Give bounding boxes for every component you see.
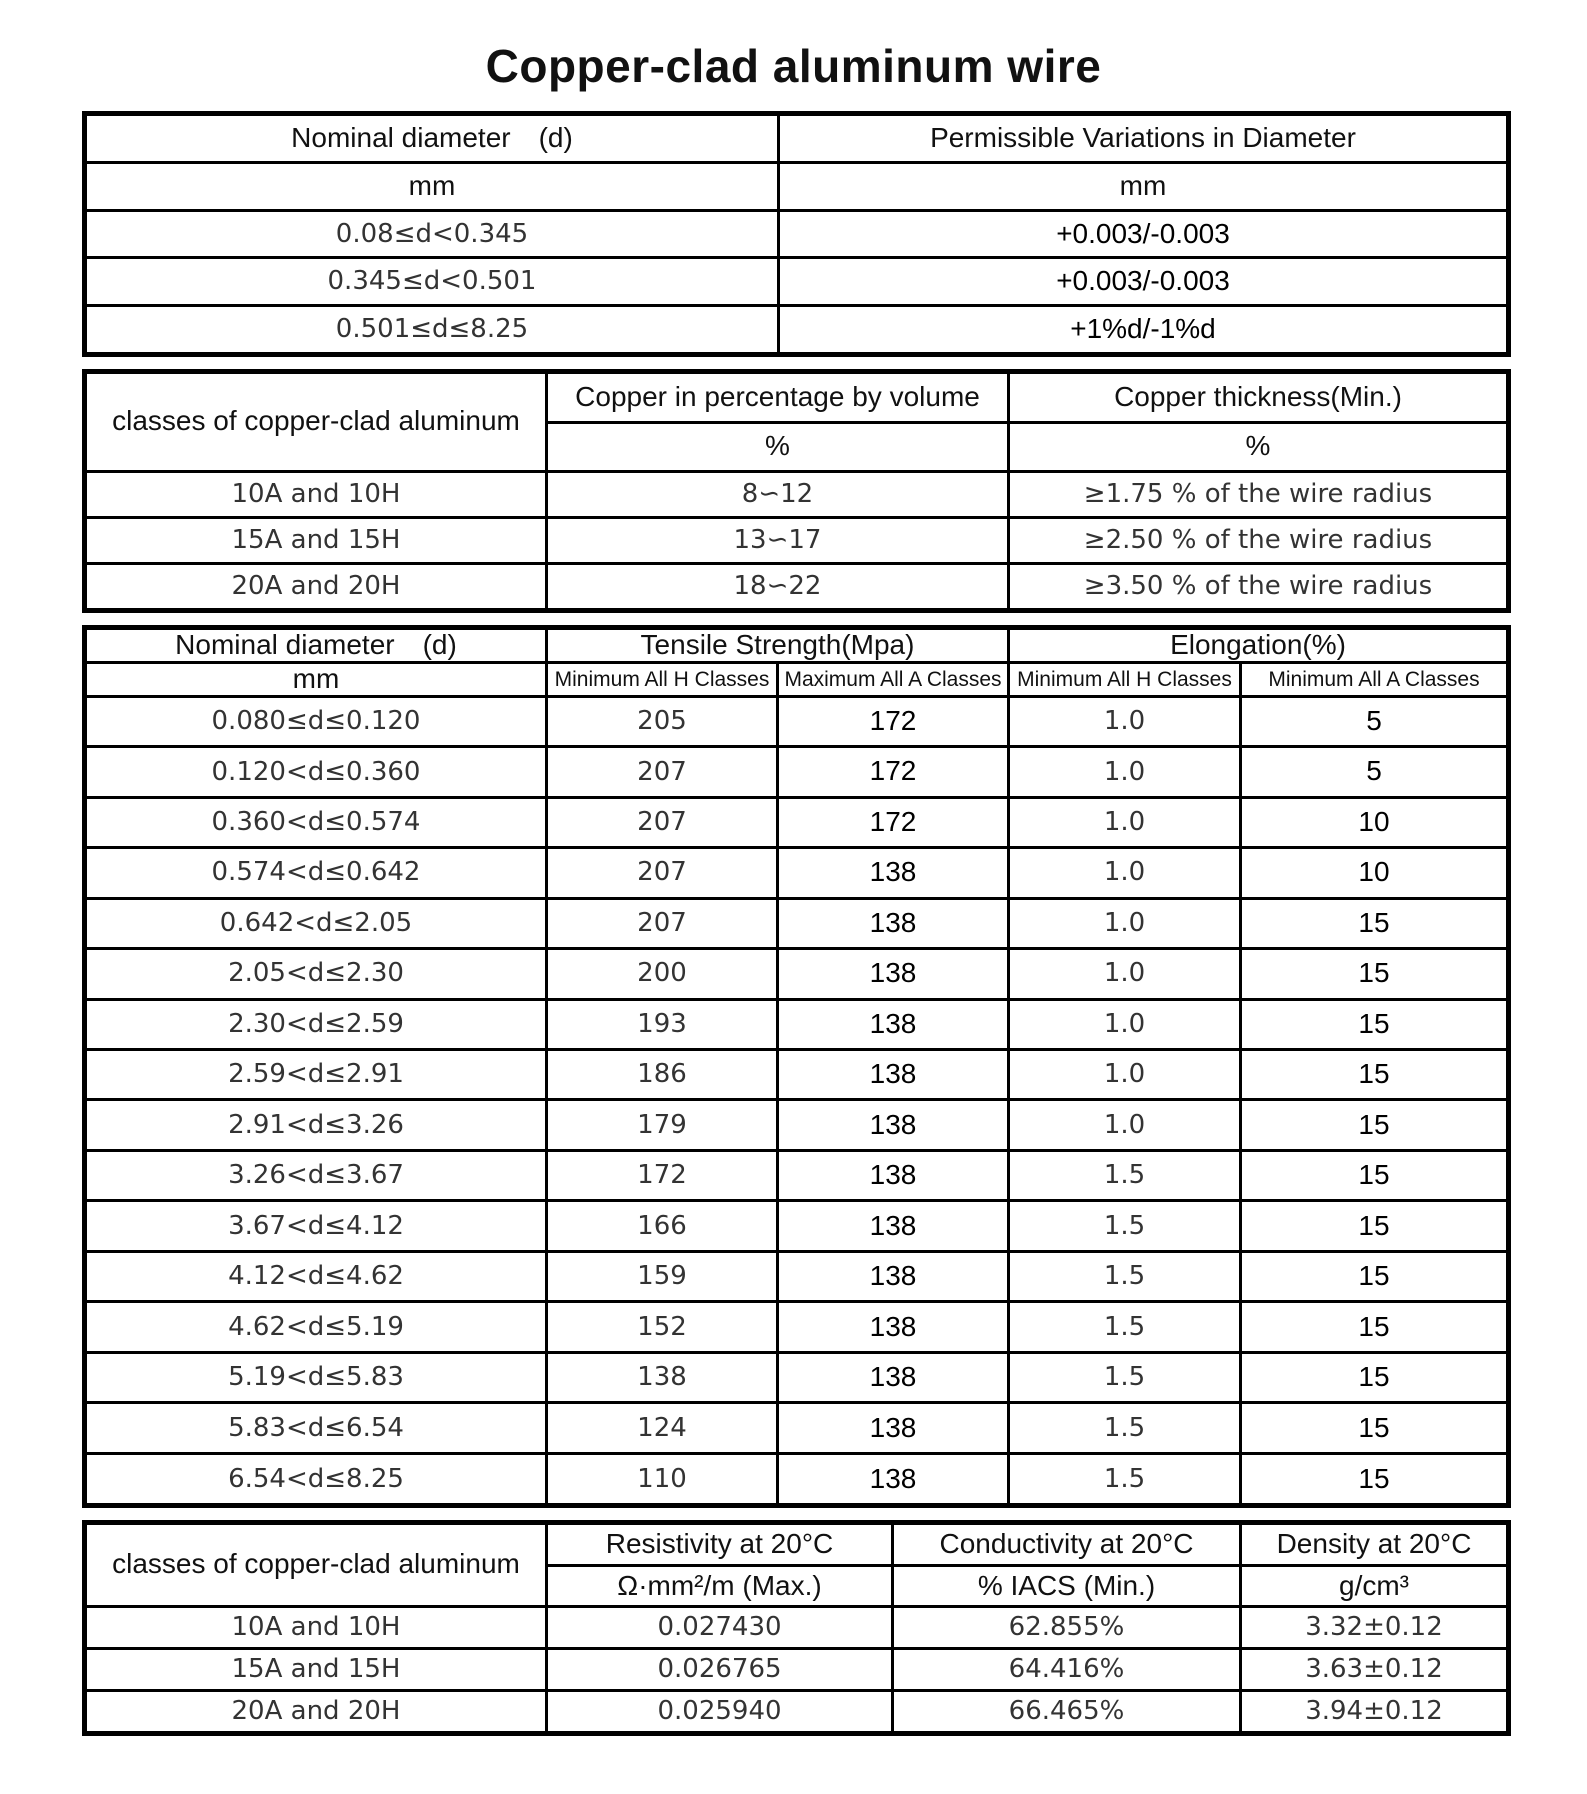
table-row <box>85 1453 1509 1505</box>
class-cell: 20A and 20H <box>85 563 547 610</box>
tensile-min-h-cell: 200 <box>547 949 778 999</box>
tensile-min-h-cell: 207 <box>547 898 778 948</box>
elongation-min-h-cell: 1.0 <box>1009 797 1241 847</box>
elongation-min-a-cell: 15 <box>1241 898 1509 948</box>
diameter-range-cell: 0.080≤d≤0.120 <box>85 696 547 746</box>
table-row <box>85 1049 1509 1099</box>
table-row <box>85 999 1509 1049</box>
diameter-tolerance-table <box>82 111 1511 357</box>
elongation-min-h-cell: 1.0 <box>1009 1100 1241 1150</box>
resistivity-cell: 0.026765 <box>547 1648 893 1690</box>
conductivity-cell: 62.855% <box>893 1606 1241 1648</box>
copper-thickness-cell: ≥1.75 % of the wire radius <box>1009 471 1509 517</box>
elongation-min-a-cell: 10 <box>1241 797 1509 847</box>
electrical-properties-table <box>82 1520 1511 1736</box>
table-row <box>85 210 1509 258</box>
unit-cell: mm <box>85 662 547 696</box>
elongation-min-h-cell: 1.0 <box>1009 848 1241 898</box>
tensile-min-h-cell: 172 <box>547 1150 778 1200</box>
mechanical-properties-table <box>82 625 1511 1508</box>
elongation-min-h-cell: 1.5 <box>1009 1302 1241 1352</box>
conductivity-cell: 66.465% <box>893 1690 1241 1733</box>
table-header-row <box>85 628 1509 663</box>
table-row <box>85 1352 1509 1402</box>
elongation-min-a-cell: 15 <box>1241 1352 1509 1402</box>
elongation-min-a-cell: 15 <box>1241 1302 1509 1352</box>
diameter-range-cell: 4.62<d≤5.19 <box>85 1302 547 1352</box>
header-conductivity: Conductivity at 20°C <box>893 1523 1241 1566</box>
tensile-max-a-cell: 138 <box>778 1201 1009 1251</box>
tensile-max-a-cell: 138 <box>778 1302 1009 1352</box>
diameter-range-cell: 2.30<d≤2.59 <box>85 999 547 1049</box>
unit-cell: Ω·mm²/m (Max.) <box>547 1565 893 1606</box>
elongation-min-a-cell: 5 <box>1241 747 1509 797</box>
header-classes: classes of copper-clad aluminum <box>85 372 547 472</box>
diameter-range-cell: 0.120<d≤0.360 <box>85 747 547 797</box>
diameter-range-cell: 2.59<d≤2.91 <box>85 1049 547 1099</box>
table-header-row <box>85 372 1509 423</box>
tensile-max-a-cell: 138 <box>778 1100 1009 1150</box>
tensile-max-a-cell: 138 <box>778 1251 1009 1301</box>
header-copper-volume: Copper in percentage by volume <box>547 372 1009 423</box>
diameter-range-cell: 2.91<d≤3.26 <box>85 1100 547 1150</box>
copper-content-table <box>82 369 1511 613</box>
variation-cell: +0.003/-0.003 <box>779 210 1509 258</box>
tensile-max-a-cell: 138 <box>778 898 1009 948</box>
elongation-min-a-cell: 15 <box>1241 949 1509 999</box>
tensile-min-h-cell: 152 <box>547 1302 778 1352</box>
diameter-range-cell: 0.360<d≤0.574 <box>85 797 547 847</box>
unit-cell: % IACS (Min.) <box>893 1565 1241 1606</box>
density-cell: 3.32±0.12 <box>1241 1606 1509 1648</box>
tensile-max-a-cell: 138 <box>778 1403 1009 1453</box>
diameter-range-cell: 2.05<d≤2.30 <box>85 949 547 999</box>
table-subheader-row <box>85 662 1509 696</box>
resistivity-cell: 0.027430 <box>547 1606 893 1648</box>
tensile-min-h-cell: 207 <box>547 747 778 797</box>
unit-cell: mm <box>85 163 779 211</box>
class-cell: 15A and 15H <box>85 517 547 563</box>
table-row <box>85 1201 1509 1251</box>
table-row <box>85 471 1509 517</box>
header-resistivity: Resistivity at 20°C <box>547 1523 893 1566</box>
table-row <box>85 1302 1509 1352</box>
table-row <box>85 1690 1509 1733</box>
table-header-row <box>85 1523 1509 1566</box>
table-row <box>85 1100 1509 1150</box>
diameter-range-cell: 3.67<d≤4.12 <box>85 1201 547 1251</box>
class-cell: 10A and 10H <box>85 471 547 517</box>
tensile-max-a-cell: 172 <box>778 696 1009 746</box>
class-cell: 10A and 10H <box>85 1606 547 1648</box>
header-classes: classes of copper-clad aluminum <box>85 1523 547 1607</box>
elongation-min-a-cell: 15 <box>1241 1403 1509 1453</box>
copper-thickness-cell: ≥3.50 % of the wire radius <box>1009 563 1509 610</box>
elongation-min-a-cell: 10 <box>1241 848 1509 898</box>
tensile-min-h-cell: 193 <box>547 999 778 1049</box>
tensile-max-a-cell: 138 <box>778 848 1009 898</box>
table-row <box>85 258 1509 306</box>
tensile-min-h-cell: 138 <box>547 1352 778 1402</box>
elongation-min-a-cell: 5 <box>1241 696 1509 746</box>
table-row <box>85 563 1509 610</box>
header-tensile-strength: Tensile Strength(Mpa) <box>547 628 1009 663</box>
tensile-max-a-cell: 172 <box>778 747 1009 797</box>
subheader-elongation-min-a: Minimum All A Classes <box>1241 662 1509 696</box>
tensile-min-h-cell: 205 <box>547 696 778 746</box>
unit-cell: mm <box>779 163 1509 211</box>
density-cell: 3.63±0.12 <box>1241 1648 1509 1690</box>
copper-thickness-cell: ≥2.50 % of the wire radius <box>1009 517 1509 563</box>
elongation-min-h-cell: 1.5 <box>1009 1150 1241 1200</box>
diameter-range-cell: 5.19<d≤5.83 <box>85 1352 547 1402</box>
tensile-min-h-cell: 110 <box>547 1453 778 1505</box>
table-header-row <box>85 114 1509 163</box>
diameter-range-cell: 0.501≤d≤8.25 <box>85 305 779 354</box>
elongation-min-h-cell: 1.5 <box>1009 1453 1241 1505</box>
elongation-min-h-cell: 1.0 <box>1009 696 1241 746</box>
unit-cell: % <box>547 422 1009 471</box>
elongation-min-h-cell: 1.0 <box>1009 949 1241 999</box>
subheader-elongation-min-h: Minimum All H Classes <box>1009 662 1241 696</box>
table-row <box>85 898 1509 948</box>
tensile-min-h-cell: 166 <box>547 1201 778 1251</box>
table-row <box>85 696 1509 746</box>
elongation-min-a-cell: 15 <box>1241 1100 1509 1150</box>
elongation-min-h-cell: 1.0 <box>1009 747 1241 797</box>
elongation-min-a-cell: 15 <box>1241 999 1509 1049</box>
elongation-min-a-cell: 15 <box>1241 1049 1509 1099</box>
table-row <box>85 305 1509 354</box>
elongation-min-h-cell: 1.5 <box>1009 1251 1241 1301</box>
table-row <box>85 747 1509 797</box>
tensile-max-a-cell: 138 <box>778 1453 1009 1505</box>
table-row <box>85 517 1509 563</box>
table-row <box>85 1251 1509 1301</box>
tensile-min-h-cell: 207 <box>547 848 778 898</box>
diameter-range-cell: 0.08≤d<0.345 <box>85 210 779 258</box>
tensile-min-h-cell: 179 <box>547 1100 778 1150</box>
tensile-min-h-cell: 124 <box>547 1403 778 1453</box>
elongation-min-h-cell: 1.5 <box>1009 1201 1241 1251</box>
tensile-min-h-cell: 207 <box>547 797 778 847</box>
table-row <box>85 797 1509 847</box>
header-density: Density at 20°C <box>1241 1523 1509 1566</box>
diameter-range-cell: 6.54<d≤8.25 <box>85 1453 547 1505</box>
tensile-max-a-cell: 138 <box>778 1150 1009 1200</box>
diameter-range-cell: 5.83<d≤6.54 <box>85 1403 547 1453</box>
mechanical-table-body <box>85 696 1509 1505</box>
elongation-min-a-cell: 15 <box>1241 1201 1509 1251</box>
tensile-max-a-cell: 138 <box>778 1049 1009 1099</box>
elongation-min-a-cell: 15 <box>1241 1251 1509 1301</box>
table-row <box>85 1648 1509 1690</box>
class-cell: 15A and 15H <box>85 1648 547 1690</box>
elongation-min-h-cell: 1.5 <box>1009 1403 1241 1453</box>
header-nominal-diameter: Nominal diameter (d) <box>85 114 779 163</box>
elongation-min-a-cell: 15 <box>1241 1150 1509 1200</box>
diameter-range-cell: 4.12<d≤4.62 <box>85 1251 547 1301</box>
variation-cell: +0.003/-0.003 <box>779 258 1509 306</box>
unit-cell: g/cm³ <box>1241 1565 1509 1606</box>
tensile-max-a-cell: 172 <box>778 797 1009 847</box>
table-row <box>85 1606 1509 1648</box>
table-row <box>85 949 1509 999</box>
table-row <box>85 1150 1509 1200</box>
header-elongation: Elongation(%) <box>1009 628 1509 663</box>
table-row <box>85 848 1509 898</box>
tensile-max-a-cell: 138 <box>778 1352 1009 1402</box>
copper-volume-cell: 18∽22 <box>547 563 1009 610</box>
diameter-range-cell: 0.574<d≤0.642 <box>85 848 547 898</box>
copper-volume-cell: 8∽12 <box>547 471 1009 517</box>
tensile-max-a-cell: 138 <box>778 949 1009 999</box>
conductivity-cell: 64.416% <box>893 1648 1241 1690</box>
tensile-min-h-cell: 186 <box>547 1049 778 1099</box>
tensile-max-a-cell: 138 <box>778 999 1009 1049</box>
elongation-min-h-cell: 1.0 <box>1009 999 1241 1049</box>
copper-volume-cell: 13∽17 <box>547 517 1009 563</box>
table-units-row <box>85 163 1509 211</box>
diameter-range-cell: 3.26<d≤3.67 <box>85 1150 547 1200</box>
elongation-min-h-cell: 1.5 <box>1009 1352 1241 1402</box>
diameter-range-cell: 0.642<d≤2.05 <box>85 898 547 948</box>
subheader-tensile-min-h: Minimum All H Classes <box>547 662 778 696</box>
header-permissible-variations: Permissible Variations in Diameter <box>779 114 1509 163</box>
elongation-min-a-cell: 15 <box>1241 1453 1509 1505</box>
unit-cell: % <box>1009 422 1509 471</box>
elongation-min-h-cell: 1.0 <box>1009 898 1241 948</box>
header-copper-thickness: Copper thickness(Min.) <box>1009 372 1509 423</box>
resistivity-cell: 0.025940 <box>547 1690 893 1733</box>
diameter-range-cell: 0.345≤d<0.501 <box>85 258 779 306</box>
table-row <box>85 1403 1509 1453</box>
tensile-min-h-cell: 159 <box>547 1251 778 1301</box>
elongation-min-h-cell: 1.0 <box>1009 1049 1241 1099</box>
page-title: Copper-clad aluminum wire <box>485 40 1102 92</box>
header-nominal-diameter: Nominal diameter (d) <box>85 628 547 663</box>
variation-cell: +1%d/-1%d <box>779 305 1509 354</box>
class-cell: 20A and 20H <box>85 1690 547 1733</box>
subheader-tensile-max-a: Maximum All A Classes <box>778 662 1009 696</box>
density-cell: 3.94±0.12 <box>1241 1690 1509 1733</box>
